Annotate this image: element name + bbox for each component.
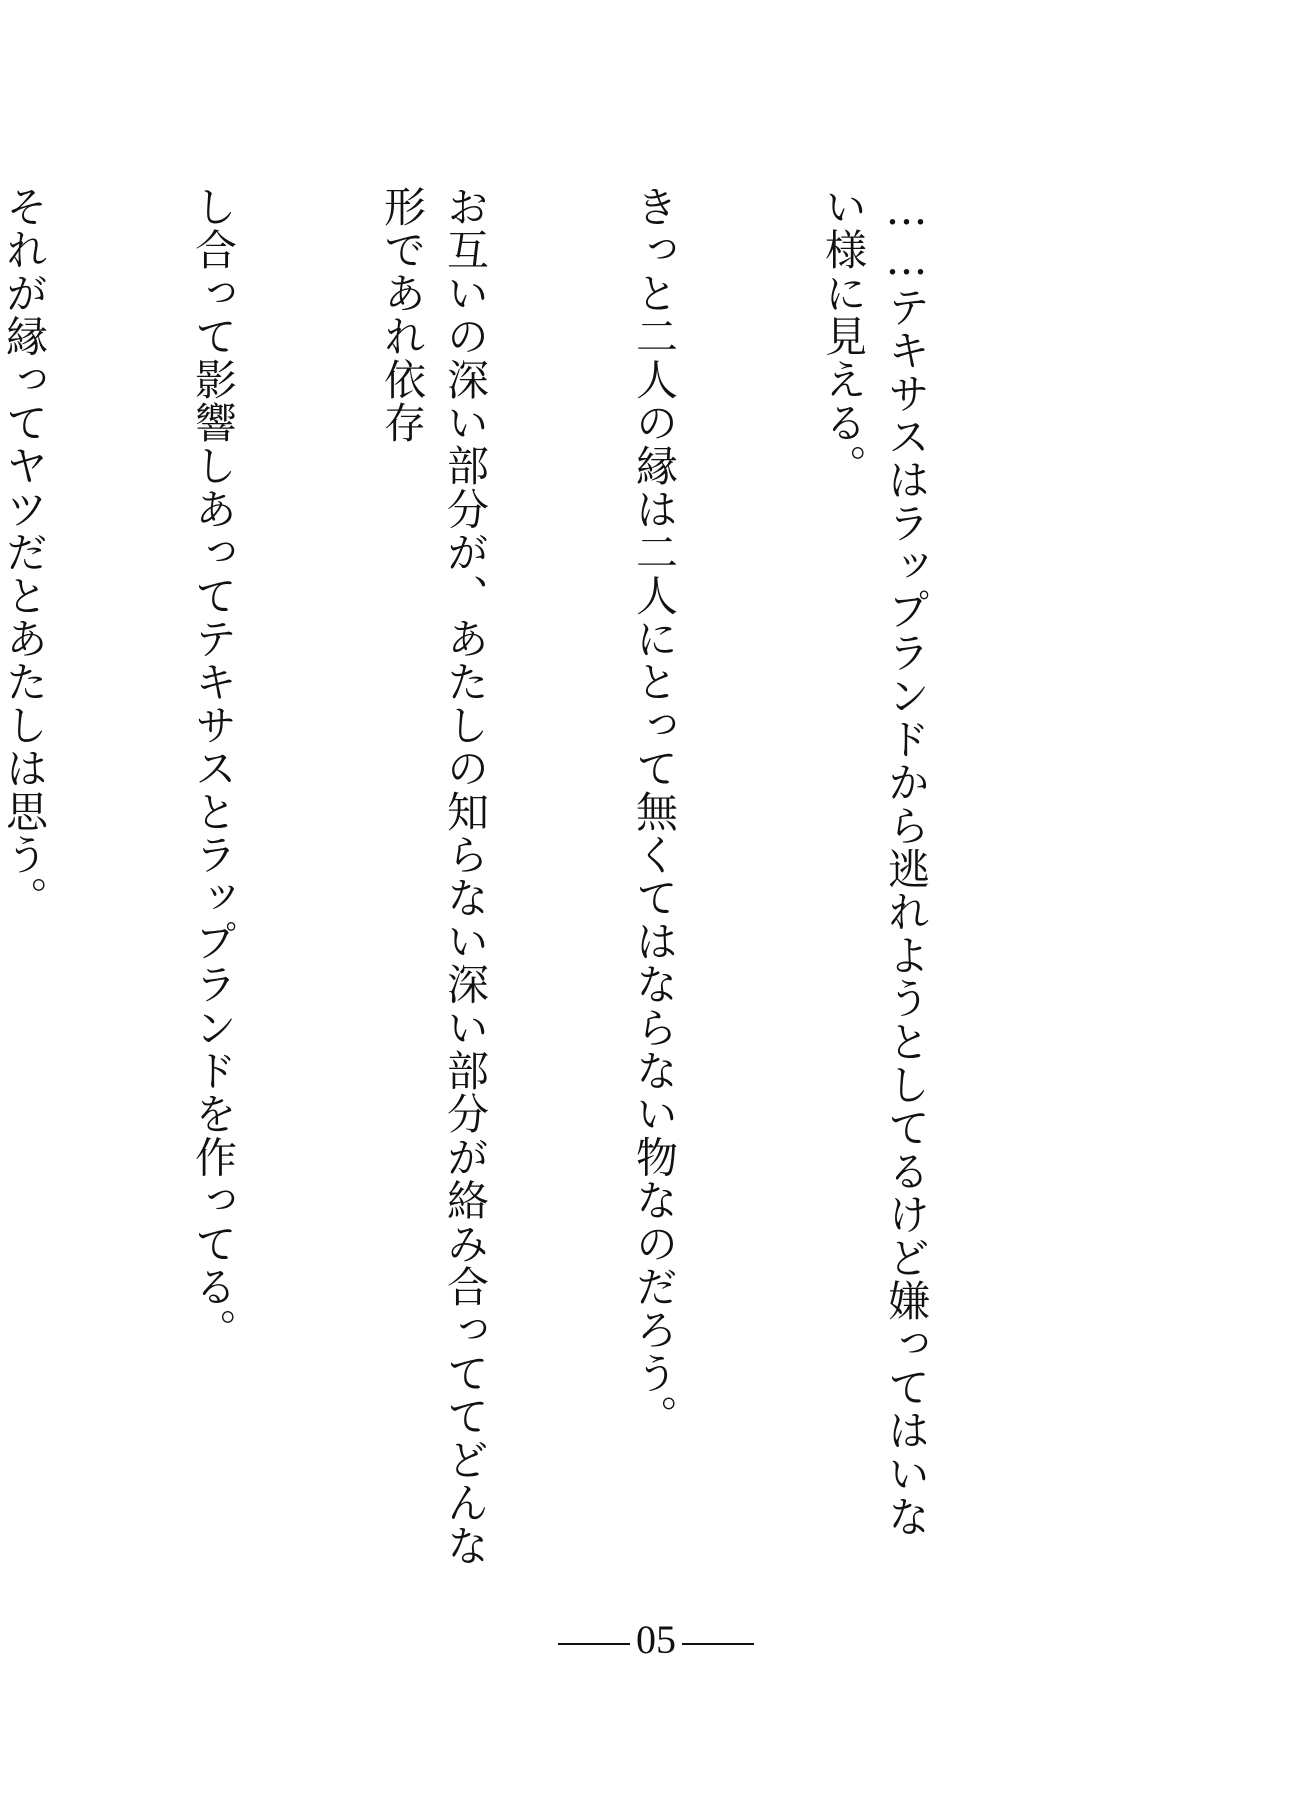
text-line: ……テキサスはラップランドから逃れようとしてるけど嫌ってはいない様に見える。 bbox=[819, 185, 931, 1539]
right-rule bbox=[682, 1643, 754, 1645]
page-number: 05 bbox=[636, 1617, 676, 1662]
page-number-footer bbox=[0, 1616, 1312, 1664]
text-line: きっと二人の縁は二人にとって無くてはならない物なのだろう。 bbox=[630, 185, 679, 1438]
text-line: お互いの深い部分が、あたしの知らない深い部分が絡み合っててどんな形であれ依存 bbox=[378, 185, 490, 1568]
left-rule bbox=[558, 1643, 630, 1645]
vertical-text-body bbox=[0, 185, 1064, 1575]
text-line: それが縁ってヤツだとあたしは思う。 bbox=[0, 185, 49, 920]
text-line: し合って影響しあってテキサスとラップランドを作ってる。 bbox=[189, 185, 238, 1352]
